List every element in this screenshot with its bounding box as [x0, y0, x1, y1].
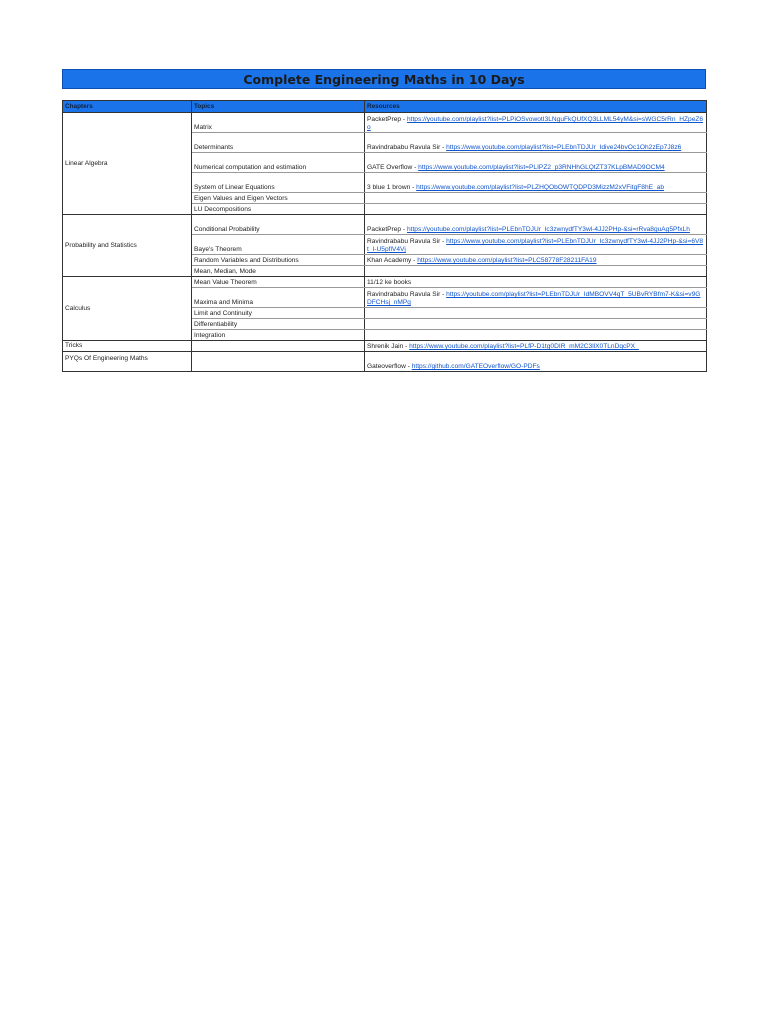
resource-cell-empty — [365, 308, 707, 319]
topic-lu: LU Decompositions — [192, 204, 365, 215]
resource-cell: 11/12 ke books — [365, 277, 707, 288]
resource-cell-empty — [365, 204, 707, 215]
chapter-calculus: Calculus — [63, 277, 192, 341]
topic-numerical: Numerical computation and estimation — [192, 153, 365, 173]
resource-link[interactable]: https://youtube.com/playlist?list=PLPiOSvowotI3LNguFkQUfXQ3LLML54yM&si=sWGC5rRn_HZpeZ6o — [367, 116, 704, 132]
table-row — [63, 215, 707, 235]
resource-name: PacketPrep - — [367, 116, 407, 124]
resource-cell — [365, 352, 707, 372]
resource-cell — [365, 255, 707, 266]
resource-name: Khan Academy - — [367, 257, 418, 265]
topic-differentiability: Differentiability — [192, 319, 365, 330]
resource-cell-empty — [365, 319, 707, 330]
resource-name: 3 blue 1 brown - — [367, 184, 417, 192]
resource-link[interactable]: https://www.youtube.com/playlist?list=PLC58778F28211FA19 — [417, 257, 597, 265]
resource-cell — [365, 113, 707, 133]
resource-link[interactable]: https://youtube.com/playlist?list=PLEbnTDJUr_Ic3zwnydfTY3wl-4JJ2PHp-&si=rRva8guAg5PfxLh — [406, 226, 690, 234]
chapter-tricks: Tricks — [63, 341, 192, 352]
topic-determinants: Determinants — [192, 133, 365, 153]
chapter-linear-algebra: Linear Algebra — [63, 113, 192, 215]
topic-maxima: Maxima and Minima — [192, 288, 365, 308]
resources-table — [62, 100, 707, 372]
resource-name: GATE Overflow - — [367, 164, 419, 172]
resource-link[interactable]: https://www.youtube.com/playlist?list=PLfP-D1tg0DIR_mM2C3llX0TLnDqcPX_ — [409, 343, 639, 351]
table-row — [63, 352, 707, 372]
topic-integration: Integration — [192, 330, 365, 341]
topic-bayes: Baye's Theorem — [192, 235, 365, 255]
resource-name: Ravindrababu Ravula Sir - — [367, 238, 447, 246]
resource-cell — [365, 341, 707, 352]
resource-link[interactable]: https://github.com/GATEOverflow/GO-PDFs — [411, 363, 540, 371]
table-row — [63, 341, 707, 352]
topic-limit: Limit and Continuity — [192, 308, 365, 319]
resource-name: Ravindrababu Ravula Sir - — [367, 144, 447, 152]
table-row — [63, 277, 707, 288]
topic-matrix: Matrix — [192, 113, 365, 133]
resource-link[interactable]: https://www.youtube.com/playlist?list=PLIPZ2_p3RNHhGLQtZT37KLpBMAD9OCM4 — [418, 164, 665, 172]
resource-link[interactable]: https://www.youtube.com/playlist?list=PLEbnTDJUr_Ic3zwnydfTY3wl-4JJ2PHp-&si=6V8t_I-U5pflV4Vj — [367, 238, 704, 254]
resource-cell — [365, 235, 707, 255]
chapter-probability: Probability and Statistics — [63, 215, 192, 277]
resource-cell-empty — [365, 330, 707, 341]
resource-link[interactable]: https://youtube.com/playlist?list=PLEbnTDJUr_IdMBOVV4qT_5UBvRYBfm7-K&si=v9GDFCHsj_nMPg — [367, 291, 701, 307]
spreadsheet — [62, 69, 706, 372]
header-resources: Resources — [365, 101, 707, 113]
resource-cell-empty — [365, 193, 707, 204]
resource-cell — [365, 288, 707, 308]
topic-conditional-probability: Conditional Probability — [192, 215, 365, 235]
page-title: Complete Engineering Maths in 10 Days — [62, 69, 706, 89]
topic-mean-median: Mean, Median, Mode — [192, 266, 365, 277]
resource-name: Shrenik Jain - — [367, 343, 410, 351]
header-chapters: Chapters — [63, 101, 192, 113]
resource-cell — [365, 153, 707, 173]
resource-cell-empty — [365, 266, 707, 277]
table-row — [63, 113, 707, 133]
resource-cell — [365, 173, 707, 193]
topic-empty — [192, 341, 365, 352]
resource-link[interactable]: https://www.youtube.com/playlist?list=PLEbnTDJUr_Idive24bvOc1Oh2zEp7J8z6 — [446, 144, 682, 152]
topic-random-variables: Random Variables and Distributions — [192, 255, 365, 266]
chapter-pyqs: PYQs Of Engineering Maths — [63, 352, 192, 372]
header-topics: Topics — [192, 101, 365, 113]
resource-cell — [365, 215, 707, 235]
topic-eigen: Eigen Values and Eigen Vectors — [192, 193, 365, 204]
resource-cell — [365, 133, 707, 153]
topic-empty — [192, 352, 365, 372]
resource-name: Gateoverflow - — [367, 363, 412, 371]
resource-name: Ravindrababu Ravula Sir - — [367, 291, 447, 299]
table-header-row — [63, 101, 707, 113]
resource-link[interactable]: https://www.youtube.com/playlist?list=PLZHQObOWTQDPD3MizzM2xVFitgF8hE_ab — [416, 184, 665, 192]
topic-mvt: Mean Value Theorem — [192, 277, 365, 288]
resource-name: PacketPrep - — [367, 226, 407, 234]
topic-linear-equations: System of Linear Equations — [192, 173, 365, 193]
